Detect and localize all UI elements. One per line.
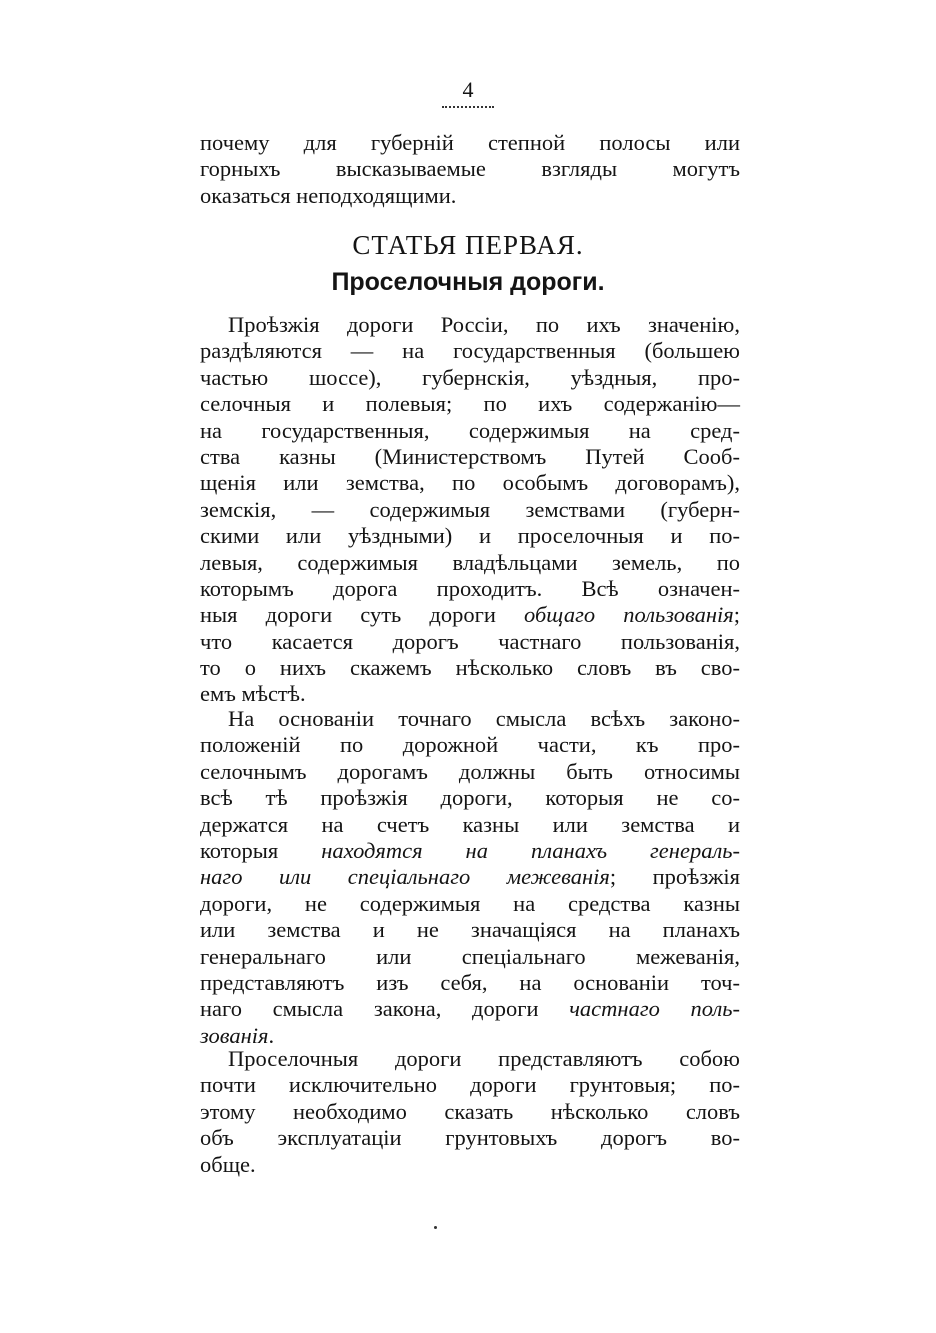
text-line: левыя, содержимыя владѣльцами земель, по: [200, 549, 740, 575]
text-line: всѣ тѣ проѣзжія дороги, которыя не со-: [200, 785, 740, 811]
text-line: положеній по дорожной части, къ про-: [200, 732, 740, 758]
text-line: почему для губерній степной полосы или: [200, 130, 740, 155]
text-line: объ эксплуатаціи грунтовыхъ дорогъ во-: [200, 1125, 740, 1151]
text-span: ныя дороги суть дороги: [200, 602, 496, 628]
italic-phrase: зованія: [200, 1022, 269, 1048]
italic-phrase: частнаго поль-: [569, 996, 740, 1022]
text-span: ; проѣзжія: [609, 864, 740, 890]
text-span: ;: [733, 602, 740, 628]
intro-paragraph: [200, 130, 740, 209]
text-line: селочныя и полевыя; по ихъ содержанію—: [200, 391, 740, 417]
text-line: [200, 864, 740, 890]
text-line: емъ мѣстѣ.: [200, 681, 306, 707]
paragraph-3: [200, 1046, 740, 1178]
text-line: обще.: [200, 1151, 256, 1177]
text-line: то о нихъ скажемъ нѣсколько словъ въ сво-: [200, 655, 740, 681]
text-line: этому необходимо сказать нѣсколько словъ: [200, 1098, 740, 1124]
text-line: частью шоссе), губернскія, уѣздныя, про-: [200, 364, 740, 390]
section-subtitle: Проселочныя дороги.: [331, 268, 605, 296]
text-line: скими или уѣздными) и проселочныя и по-: [200, 523, 740, 549]
text-line: [200, 602, 740, 628]
text-span: которыя: [200, 837, 279, 863]
section-title: СТАТЬЯ ПЕРВАЯ.: [352, 230, 584, 260]
page-number: 4: [462, 77, 474, 102]
text-line: ства казны (Министерствомъ Путей Сооб-: [200, 443, 740, 469]
italic-phrase: общаго пользованія: [524, 602, 734, 628]
text-line: генеральнаго или спеціальнаго межеванія,: [200, 943, 740, 969]
text-line: [200, 996, 740, 1022]
scan-speck: [434, 1226, 437, 1229]
text-line: что касается дорогъ частнаго пользованія,: [200, 628, 740, 654]
text-line: почти исключительно дороги грунтовыя; по-: [200, 1072, 740, 1098]
italic-phrase: находятся на планахъ генераль-: [321, 837, 740, 863]
text-line: Проселочныя дороги представляютъ собою: [228, 1046, 740, 1071]
text-span: наго смысла закона, дороги: [200, 996, 539, 1022]
text-line: представляютъ изъ себя, на основаніи точ-: [200, 969, 740, 995]
text-line: дороги, не содержимыя на средства казны: [200, 890, 740, 916]
text-line: которымъ дорога проходитъ. Всѣ означен-: [200, 575, 740, 601]
italic-phrase: наго или спеціальнаго межеванія: [200, 864, 610, 890]
text-line: оказаться неподходящими.: [200, 182, 457, 208]
text-line: или земства и не значащіяся на планахъ: [200, 917, 740, 943]
paragraph-1: [200, 312, 740, 708]
text-line: держатся на счетъ казны или земства и: [200, 811, 740, 837]
text-line: щенія или земства, по особымъ договорамъ),: [200, 470, 740, 496]
text-line: земскія, — содержимыя земствами (губерн-: [200, 496, 740, 522]
text-line: Проѣзжія дороги Россіи, по ихъ значенію,: [228, 312, 740, 337]
page-number-rule: [442, 106, 494, 108]
paragraph-2: [200, 706, 740, 1049]
text-line: на государственныя, содержимыя на сред-: [200, 417, 740, 443]
text-line: На основаніи точнаго смысла всѣхъ законо-: [228, 706, 740, 731]
text-line: горныхъ высказываемые взгляды могутъ: [200, 156, 740, 182]
text-line: селочнымъ дорогамъ должны быть относимы: [200, 758, 740, 784]
text-line: раздѣляются — на государственныя (большею: [200, 338, 740, 364]
text-line: [200, 838, 740, 864]
text-span: .: [268, 1022, 275, 1048]
